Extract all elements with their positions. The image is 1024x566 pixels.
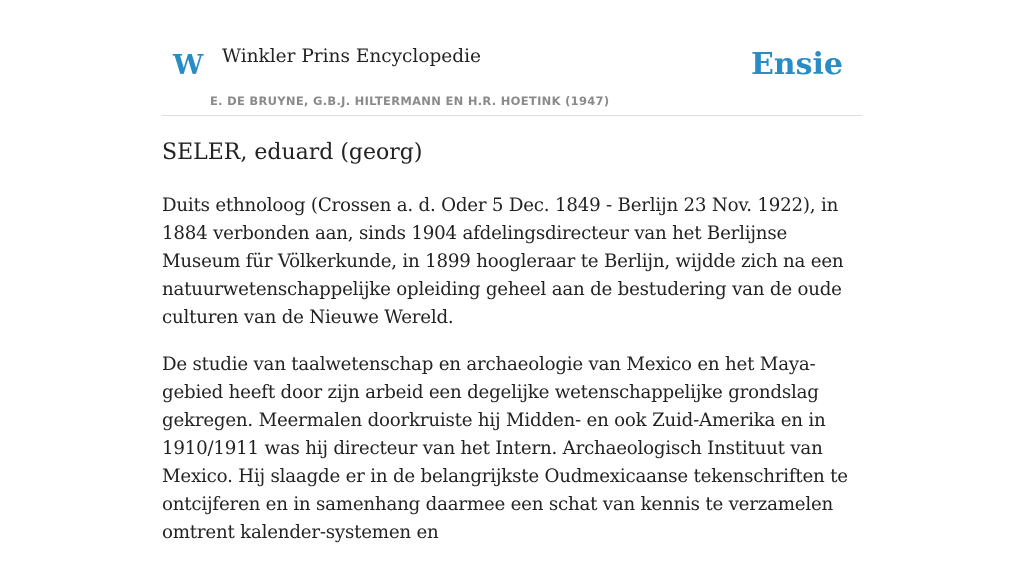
article-body: [162, 192, 862, 566]
page-header: [162, 0, 862, 116]
publication-title[interactable]: Winkler Prins Encyclopedie: [222, 46, 481, 67]
article-paragraph: De studie van taalwetenschap en archaeologie van Mexico en het Maya-gebied heeft door zijn arbeid een degelijke wetenschappelijke grondslag gekregen. Meermalen doorkruiste hij Midden- en ook Zuid-Amerika en in 1910/1911 was hij directeur van het Intern. Archaeologisch Instituut van Mexico. Hij slaagde er in de belangrijkste Oudmexicaanse tekenschriften te ontcijferen en in samenhang daarmee een schat van kennis te verzamelen omtrent kalender-systemen en: [162, 354, 848, 543]
publication-authors: E. DE BRUYNE, G.B.J. HILTERMANN EN H.R. HOETINK (1947): [210, 94, 610, 108]
article-title: SELER, eduard (georg): [162, 140, 423, 165]
content-container: [162, 0, 862, 543]
publication-logo[interactable]: W: [173, 50, 204, 81]
article-paragraph: Duits ethnoloog (Crossen a. d. Oder 5 Dec. 1849 - Berlijn 23 Nov. 1922), in 1884 verbonden aan, sinds 1904 afdelingsdirecteur van het Berlijnse Museum für Völkerkunde, in 1899 hoogleraar te Berlijn, wijdde zich na een natuurwetenschappelijke opleiding geheel aan de bestudering van de oude culturen van de Nieuwe Wereld.: [162, 195, 844, 328]
ensie-brand-logo[interactable]: Ensie: [750, 47, 843, 82]
